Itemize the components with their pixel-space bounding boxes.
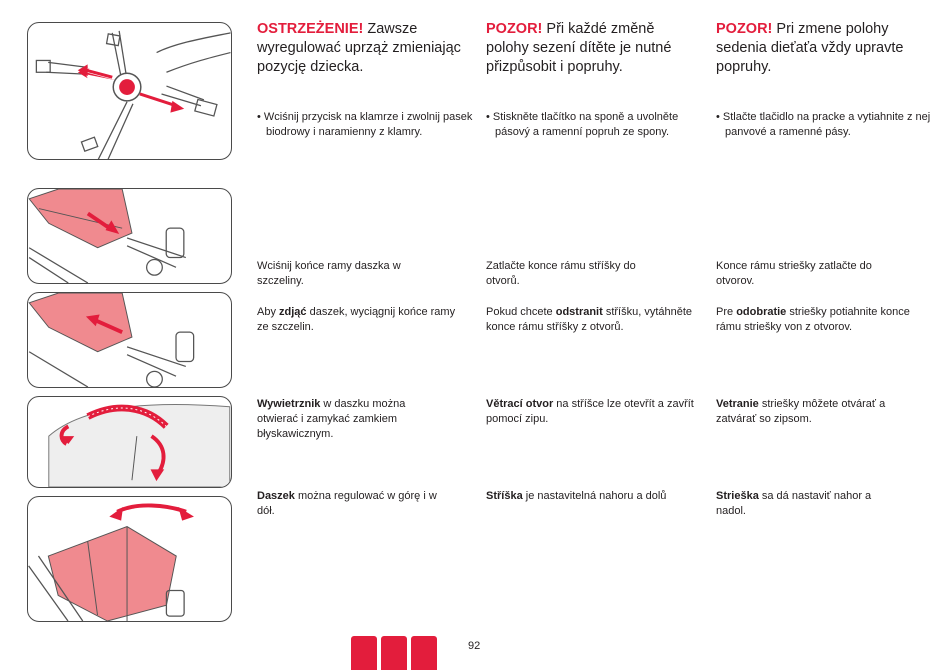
canopy-adjust-illustration xyxy=(27,496,232,622)
text-bold: Strieška xyxy=(716,490,759,502)
canopy-remove-illustration xyxy=(27,292,232,388)
text-bold: Větrací otvor xyxy=(486,398,554,410)
buckle-instruction-pl: • Wciśnij przycisk na klamrze i zwolnij pasek biodrowy i naramienny z klamry. xyxy=(257,111,473,138)
text-pre: Pre xyxy=(716,306,737,318)
text-post: sa dá nastaviť nahor a nadol. xyxy=(716,490,872,517)
text-post: je nastavitelná nahoru a dolů xyxy=(522,490,667,502)
warning-sk xyxy=(716,20,926,77)
adjust-instruction-cs xyxy=(486,489,701,504)
tab-marker xyxy=(351,636,377,670)
text-post: można regulować w górę i w dół. xyxy=(257,490,437,517)
text-post: stříšku, vytáhněte konce rámu stříšky z otvorů. xyxy=(486,306,693,333)
tab-marker xyxy=(411,636,437,670)
text-pre: Pokud chcete xyxy=(486,306,556,318)
remove-instruction-sk xyxy=(716,305,926,335)
text-post: w daszku można otwierać i zamykać zamkiem błyskawicznym. xyxy=(257,398,406,440)
text-bold: Daszek xyxy=(257,490,295,502)
remove-instruction-cs xyxy=(486,305,696,335)
text-pre: Aby xyxy=(257,306,280,318)
warning-text: Pri zmene polohy sedenia dieťaťa vždy upravte popruhy. xyxy=(716,21,904,75)
page-number: 92 xyxy=(468,640,481,652)
buckle-instruction-cs: • Stiskněte tlačítko na sponě a uvolněte pásový a ramenní popruh ze spony. xyxy=(486,111,679,138)
text-bold: odobratie xyxy=(736,306,787,318)
canopy-vent-illustration xyxy=(27,396,232,488)
buckle-instruction-sk: • Stlačte tlačidlo na pracke a vytiahnite z nej panvové a ramenné pásy. xyxy=(716,111,931,138)
vent-instruction-pl xyxy=(257,397,437,442)
text-post: na stříšce lze otevřít a zavřít pomocí zipu. xyxy=(486,398,694,425)
text-bold: odstranit xyxy=(555,306,603,318)
text-bold: zdjąć xyxy=(279,306,307,318)
text-post: striešky potiahnite konce rámu striešky von z otvorov. xyxy=(716,306,910,333)
text-bold: Stříška xyxy=(486,490,523,502)
insert-instruction-sk: Konce rámu striešky zatlačte do otvorov. xyxy=(716,260,872,287)
adjust-instruction-sk xyxy=(716,489,901,519)
adjust-instruction-pl xyxy=(257,489,457,519)
vent-instruction-sk xyxy=(716,397,926,427)
warning-pl xyxy=(257,20,467,77)
warning-label: POZOR! xyxy=(486,21,543,37)
remove-instruction-pl xyxy=(257,305,467,335)
insert-instruction-pl: Wciśnij końce ramy daszka w szczeliny. xyxy=(257,260,401,287)
canopy-insert-illustration xyxy=(27,188,232,284)
text-bold: Vetranie xyxy=(716,398,759,410)
text-post: striešky môžete otvárať a zatvárať so zipsom. xyxy=(716,398,886,425)
vent-instruction-cs xyxy=(486,397,696,427)
tab-marker xyxy=(381,636,407,670)
text-bold: Wywietrznik xyxy=(257,398,321,410)
harness-buckle-illustration xyxy=(27,22,232,160)
warning-cs xyxy=(486,20,696,77)
warning-label: POZOR! xyxy=(716,21,773,37)
warning-text: Při každé změně polohy sezení dítěte je nutné přizpůsobit i popruhy. xyxy=(486,21,672,75)
text-post: daszek, wyciągnij końce ramy ze szczelin. xyxy=(257,306,456,333)
insert-instruction-cs: Zatlačte konce rámu stříšky do otvorů. xyxy=(486,260,636,287)
warning-label: OSTRZEŻENIE! xyxy=(257,21,364,37)
warning-text: Zawsze wyregulować uprząż zmieniając pozycję dziecka. xyxy=(257,21,461,75)
